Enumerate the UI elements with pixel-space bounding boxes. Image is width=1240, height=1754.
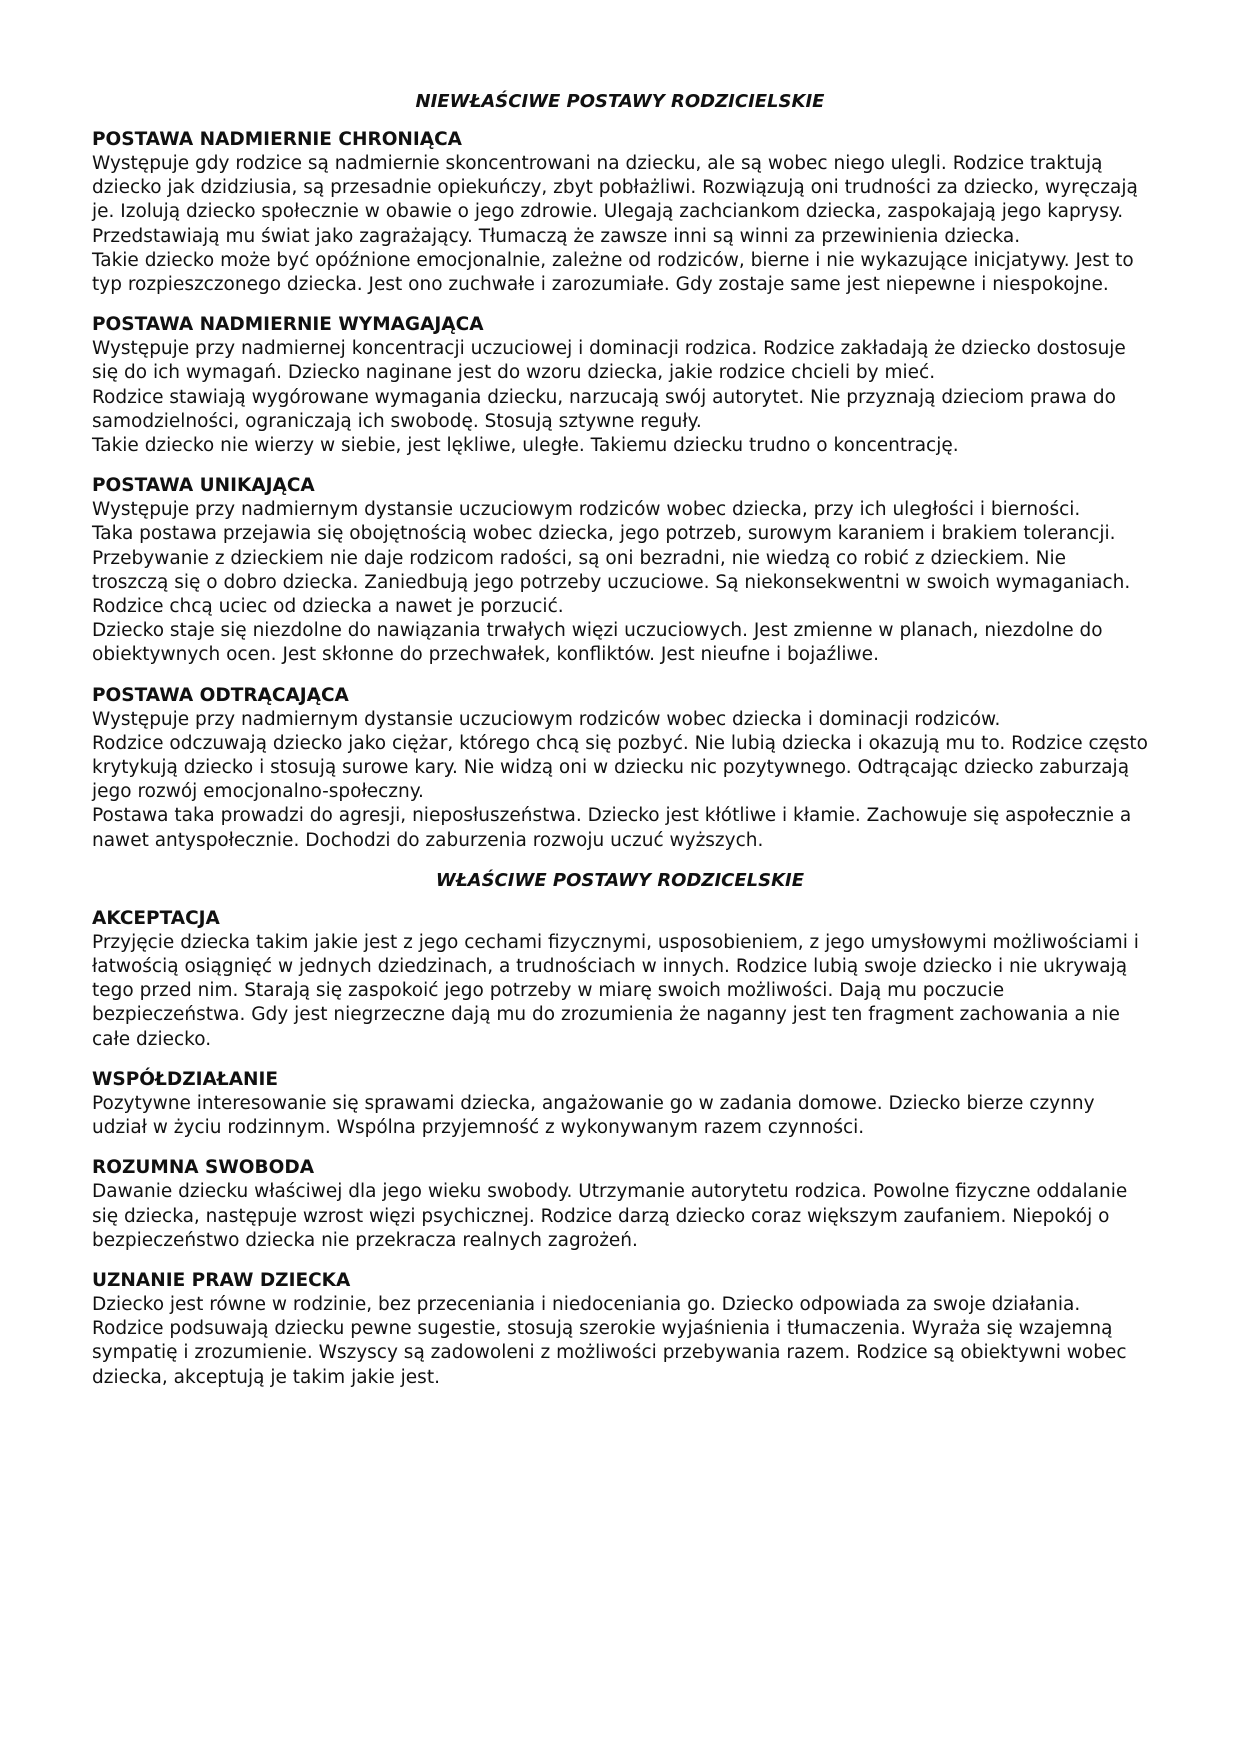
section-nadmiernie-wymagajaca bbox=[92, 313, 1148, 458]
paragraph: Rodzice odczuwają dziecko jako ciężar, którego chcą się pozbyć. Nie lubią dziecka i okazują mu to. Rodzice często krytykują dziecko i stosują surowe kary. Nie widzą oni w dziecku nic pozytywnego. Odtrącając dziecko zaburzają jego rozwój emocjonalno-społeczny. bbox=[92, 732, 1148, 803]
section-odtracajaca bbox=[92, 684, 1148, 853]
paragraph: Dziecko staje się niezdolne do nawiązania trwałych więzi uczuciowych. Jest zmienne w planach, niezdolne do obiektywnych ocen. Jest skłonne do przechwałek, konfliktów. Jest nieufne i bojaźliwe. bbox=[92, 620, 1103, 666]
section-heading: POSTAWA NADMIERNIE WYMAGAJĄCA bbox=[92, 314, 484, 336]
section-heading: POSTAWA NADMIERNIE CHRONIĄCA bbox=[92, 129, 462, 150]
paragraph: Takie dziecko nie wierzy w siebie, jest lękliwe, uległe. Takiemu dziecku trudno o koncentrację. bbox=[92, 435, 959, 457]
section-unikajaca bbox=[92, 474, 1148, 667]
section-heading: UZNANIE PRAW DZIECKA bbox=[92, 1269, 351, 1291]
paragraph: Występuje przy nadmiernym dystansie uczuciowym rodziców wobec dziecka i dominacji rodziców. bbox=[92, 708, 1001, 730]
paragraph: Występuje przy nadmiernym dystansie uczuciowym rodziców wobec dziecka, przy ich uległości i bierności. bbox=[92, 499, 1081, 521]
section-heading: POSTAWA ODTRĄCAJĄCA bbox=[92, 684, 349, 706]
document-page bbox=[92, 90, 1148, 1406]
paragraph: Przyjęcie dziecka takim jakie jest z jego cechami fizycznymi, usposobieniem, z jego umysłowymi możliwościami i łatwością osiągnięć w jednych dziedzinach, a trudnościach w innych. Rodzice lubią swoje dziecko i nie ukrywają tego przed nim. Starają się zaspokoić jego potrzeby w miarę swoich możliwości. Dają mu poczucie bezpieczeństwa. Gdy jest niegrzeczne dają mu do zrozumienia że naganny jest ten fragment zachowania a nie całe dziecko. bbox=[92, 931, 1139, 1050]
section-heading: POSTAWA UNIKAJĄCA bbox=[92, 475, 315, 497]
paragraph: Dziecko jest równe w rodzinie, bez przeceniania i niedoceniania go. Dziecko odpowiada za swoje działania. Rodzice podsuwają dziecku pewne sugestie, stosują szerokie wyjaśnienia i tłumaczenia. Wyraża się wzajemną sympatię i zrozumienie. Wszyscy są zadowoleni z możliwości przebywania razem. Rodzice są obiektywni wobec dziecka, akceptują je takim jakie jest. bbox=[92, 1293, 1127, 1388]
section-uznanie-praw-dziecka bbox=[92, 1269, 1148, 1390]
paragraph: Występuje gdy rodzice są nadmiernie skoncentrowani na dziecku, ale są wobec niego ulegli. Rodzice traktują dziecko jak dzidziusia, są przesadnie opiekuńczy, zbyt pobłażliwi. Rozwiązują oni trudności za dziecko, wyręczają je. Izolują dziecko społecznie w obawie o jego zdrowie. Ulegają zachciankom dziecka, zaspokajają jego kaprysy. Przedstawiają mu świat jako zagrażający. Tłumaczą że zawsze inni są winni za przewinienia dziecka. bbox=[92, 153, 1138, 247]
paragraph: Występuje przy nadmiernej koncentracji uczuciowej i dominacji rodzica. Rodzice zakładają że dziecko dostosuje się do ich wymagań. Dziecko naginane jest do wzoru dziecka, jakie rodzice chcieli by mieć. bbox=[92, 338, 1126, 384]
paragraph: Dawanie dziecku właściwej dla jego wieku swobody. Utrzymanie autorytetu rodzica. Powolne fizyczne oddalanie się dziecka, następuje wzrost więzi psychicznej. Rodzice darzą dziecko coraz większym zaufaniem. Niepokój o bezpieczeństwo dziecka nie przekracza realnych zagrożeń. bbox=[92, 1181, 1128, 1251]
section-heading: AKCEPTACJA bbox=[92, 907, 220, 929]
section-heading: WSPÓŁDZIAŁANIE bbox=[92, 1068, 279, 1090]
paragraph: Taka postawa przejawia się obojętnością wobec dziecka, jego potrzeb, surowym karaniem i brakiem tolerancji. Przebywanie z dzieckiem nie daje rodzicom radości, są oni bezradni, nie wiedzą co robić z dzieckiem. Nie troszczą się o dobro dziecka. Zaniedbują jego potrzeby uczuciowe. Są niekonsekwentni w swoich wymaganiach. Rodzice chcą uciec od dziecka a nawet je porzucić. bbox=[92, 523, 1131, 618]
section-wspoldzialanie bbox=[92, 1068, 1148, 1140]
section-heading: ROZUMNA SWOBODA bbox=[92, 1157, 315, 1179]
part2-title: WŁAŚCIWE POSTAWY RODZICELSKIE bbox=[435, 869, 805, 891]
paragraph: Takie dziecko może być opóźnione emocjonalnie, zależne od rodziców, bierne i nie wykazujące inicjatywy. Jest to typ rozpieszczonego dziecka. Jest ono zuchwałe i zarozumiałe. Gdy zostaje same jest niepewne i niespokojne. bbox=[92, 249, 1134, 296]
section-akceptacja bbox=[92, 907, 1148, 1052]
part1-title: NIEWŁAŚCIWE POSTAWY RODZICIELSKIE bbox=[415, 91, 825, 112]
section-nadmiernie-chroniaca bbox=[92, 128, 1148, 297]
paragraph: Postawa taka prowadzi do agresji, nieposłuszeństwa. Dziecko jest kłótliwe i kłamie. Zachowuje się aspołecznie a nawet antyspołecznie. Dochodzi do zaburzenia rozwoju uczuć wyższych. bbox=[92, 805, 1132, 851]
paragraph: Pozytywne interesowanie się sprawami dziecka, angażowanie go w zadania domowe. Dziecko bierze czynny udział w życiu rodzinnym. Wspólna przyjemność z wykonywanym razem czynności. bbox=[92, 1092, 1095, 1139]
paragraph: Rodzice stawiają wygórowane wymagania dziecku, narzucają swój autorytet. Nie przyznają dzieciom prawa do samodzielności, ograniczają ich swobodę. Stosują sztywne reguły. bbox=[92, 386, 1116, 432]
section-rozumna-swoboda bbox=[92, 1156, 1148, 1253]
